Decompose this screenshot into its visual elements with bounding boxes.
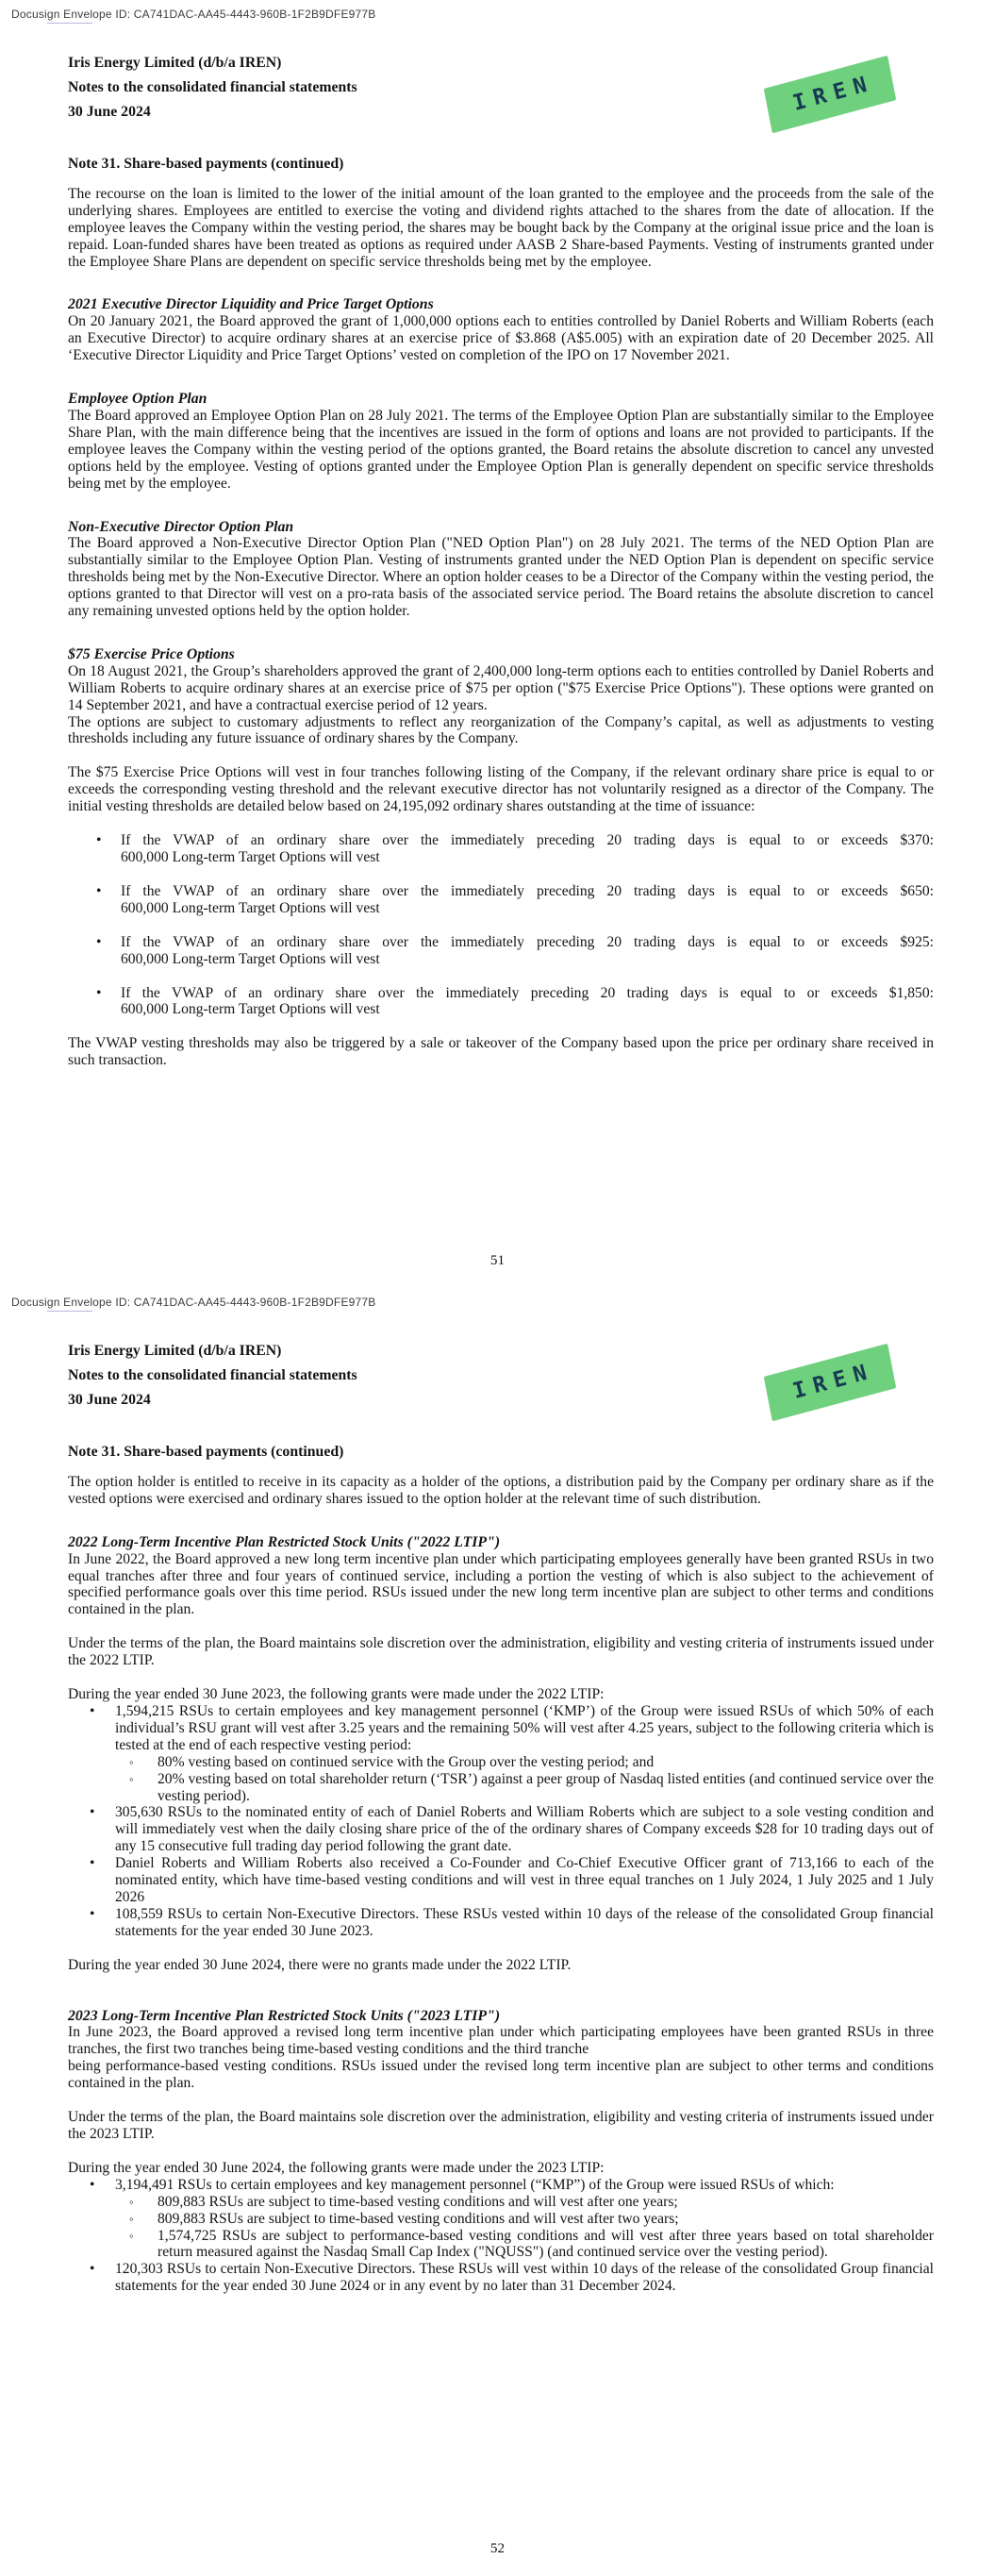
page-52: [0, 1288, 995, 2576]
logo-letter-n: N: [850, 1360, 870, 1388]
vwap-vest-line: 600,000 Long-term Target Options will vest: [121, 1001, 380, 1018]
logo-letter-e: E: [830, 1365, 850, 1394]
sub-bullet-text: 809,883 RSUs are subject to time-based vesting conditions and will vest after one years;: [158, 2193, 678, 2210]
grant-bullet-text: 3,194,491 RSUs to certain employees and key management personnel (“KMP”) of the Group were issued RSUs of which:: [115, 2176, 835, 2193]
bullet-icon: •: [96, 984, 102, 1001]
sub-bullet-two-year-vest: [68, 2211, 934, 2228]
vwap-bullet-370: [68, 832, 934, 866]
paragraph-2022-ltip-body: In June 2022, the Board approved a new long term incentive plan under which participating employees generally have been granted RSUs in two equal tranches after three and four years of continued service, including a portion the vesting of which is also subject to the achievement of specified performance goals over this time period. RSUs issued under the new long term incentive plan are subject to other terms and conditions contained in the plan.: [68, 1550, 934, 1618]
sub-bullet-text: 80% vesting based on continued service with the Group over the vesting period; and: [158, 1753, 655, 1770]
grant-bullet-text: 1,594,215 RSUs to certain employees and key management personnel (‘KMP’) of the Group were issued RSUs of which 50% of each individual’s RSU grant will vest after 3.25 years and the remaining 50% will vest after 4.25 years, subject to the following criteria which is tested at the end of each respective vesting period:: [115, 1702, 934, 1753]
sub-bullet-one-year-vest: [68, 2194, 934, 2211]
logo-letter-i: I: [790, 1376, 810, 1404]
vwap-bullet-1850: [68, 985, 934, 1019]
vwap-bullet-650: [68, 883, 934, 917]
company-name: Iris Energy Limited (d/b/a IREN): [68, 55, 282, 71]
paragraph-ned-option-plan: The Board approved a Non-Executive Director Option Plan ("NED Option Plan") on 28 July 2021. The terms of the NED Option Plan are substantially similar to the Employee Option Plan. Vesting of instruments granted under the NED Option Plan is dependent on specific service thresholds being met by the Non-Executive Director. Where an option holder ceases to be a Director of the Company within the vesting period, the options granted to that Director will vest on a pro-rata basis of the associated service period. The Board retains the absolute discretion to cancel any remaining unvested options held by the option holder.: [68, 535, 934, 620]
page-number: 52: [489, 2540, 506, 2556]
vwap-vest-line: 600,000 Long-term Target Options will vest: [121, 899, 380, 916]
paragraph-75-options-grant: On 18 August 2021, the Group’s shareholders approved the grant of 2,400,000 long-term options each to entities controlled by Daniel Roberts and William Roberts to acquire ordinary shares at an exercise price of $75 per option ("$75 Exercise Price Options"). These options were granted on 14 September 2021, and have a contractual exercise period of 12 years.: [68, 662, 934, 713]
grants-2022-list: [68, 1703, 934, 1940]
docusign-envelope-id: Docusign Envelope ID: CA741DAC-AA45-4443-960B-1F2B9DFE977B: [11, 1296, 376, 1309]
paragraph-vwap-closing: The VWAP vesting thresholds may also be triggered by a sale or takeover of the Company based upon the price per ordinary share received in such transaction.: [68, 1035, 934, 1069]
section-heading-employee-option-plan: Employee Option Plan: [68, 391, 207, 408]
grant-bullet-text: 108,559 RSUs to certain Non-Executive Directors. These RSUs vested within 10 days of the release of the consolidated Group financial statements for the year ended 30 June 2023.: [115, 1905, 934, 1939]
paragraph-2023-grants-intro: During the year ended 30 June 2024, the following grants were made under the 2023 LTIP:: [68, 2159, 605, 2176]
paragraph-2022-no-grants: During the year ended 30 June 2024, there were no grants made under the 2022 LTIP.: [68, 1956, 572, 1973]
bullet-icon: •: [96, 882, 102, 899]
vwap-vest-line: 600,000 Long-term Target Options will vest: [121, 950, 380, 967]
paragraph-employee-option-plan: The Board approved an Employee Option Plan on 28 July 2021. The terms of the Employee Option Plan are substantially similar to the Employee Share Plan, with the main difference being that the incentives are issued in the form of options and loans are not provided to participants. If the employee leaves the Company within the vesting period of the options granted, the Board retains the absolute discretion to cancel any unvested options held by the employee. Vesting of options granted under the Employee Option Plan is generally dependent on specific service thresholds being met by the employee.: [68, 407, 934, 492]
document-title: Notes to the consolidated financial statements: [68, 1367, 357, 1383]
paragraph-vesting-intro: The $75 Exercise Price Options will vest in four tranches following listing of the Company, if the relevant ordinary share price is equal to or exceeds the corresponding vesting threshold and the relevant executive director has not voluntarily resigned as a director of the Company. The initial vesting thresholds are detailed below based on 24,195,092 ordinary shares outstanding at the time of issuance:: [68, 764, 934, 815]
document-header: [68, 1339, 934, 1413]
paragraph-loan-recourse: The recourse on the loan is limited to the lower of the initial amount of the loan granted to the employee and the proceeds from the sale of the underlying shares. Employees are entitled to exercise the voting and dividend rights attached to the shares from the date of allocation. If the employee leaves the Company within the vesting period, the shares may be bought back by the Company at the original issue price and the loan is repaid. Loan-funded shares have been treated as options as required under AASB 2 Share-based Payments. Vesting of instruments granted under the Employee Share Plans are dependent on specific service thresholds being met by the employee.: [68, 185, 934, 270]
paragraph-2023-ltip-body-2: being performance-based vesting conditions. RSUs issued under the revised long term incentive plan are subject to other terms and conditions contained in the plan.: [68, 2058, 934, 2092]
paragraph-2022-ltip-discretion: Under the terms of the plan, the Board maintains sole discretion over the administration, eligibility and vesting criteria of instruments issued under the 2022 LTIP.: [68, 1635, 934, 1669]
grant-bullet-text: 305,630 RSUs to the nominated entity of each of Daniel Roberts and William Roberts which are subject to a sole vesting condition and will immediately vest when the daily closing share price of the of the ordinary shares of Company exceeds $28 for 10 trading days out of any 15 consecutive full trading day period following the grant date.: [115, 1804, 934, 1855]
sub-bullet-icon: ◦: [129, 2211, 134, 2226]
page-content: [68, 0, 934, 1069]
section-heading-2021-options: 2021 Executive Director Liquidity and Price Target Options: [68, 296, 434, 313]
bullet-icon: •: [90, 1855, 95, 1872]
document-header: [68, 51, 934, 125]
grant-bullet-cofounder-grant: [68, 1855, 934, 1906]
paragraph-2022-grants-intro: During the year ended 30 June 2023, the following grants were made under the 2022 LTIP:: [68, 1686, 605, 1703]
sub-bullet-tsr-vesting: [68, 1771, 934, 1805]
note-heading: Note 31. Share-based payments (continued): [68, 1444, 344, 1460]
paragraph-2021-options: On 20 January 2021, the Board approved the grant of 1,000,000 options each to entities controlled by Daniel Roberts and William Roberts (each an Executive Director) to acquire ordinary shares at an exercise price of $3.868 (A$5.005) with an expiration date of 20 December 2025. All ‘Executive Director Liquidity and Price Target Options’ vested on completion of the IPO on 17 November 2021.: [68, 313, 934, 364]
grants-2023-list: [68, 2177, 934, 2295]
section-heading-2022-ltip: 2022 Long-Term Incentive Plan Restricted Stock Units ("2022 LTIP"): [68, 1533, 501, 1550]
logo-letter-r: R: [810, 1370, 830, 1398]
sub-bullet-icon: ◦: [129, 1771, 134, 1786]
bullet-icon: •: [96, 933, 102, 950]
sub-bullet-text: 809,883 RSUs are subject to time-based vesting conditions and will vest after two years;: [158, 2210, 679, 2227]
vwap-threshold-line: If the VWAP of an ordinary share over the immediately preceding 20 trading days is equal to or exceeds $650:: [121, 882, 934, 899]
grant-bullet-kmp-2022: [68, 1703, 934, 1754]
sub-bullet-text: 20% vesting based on total shareholder return (‘TSR’) against a peer group of Nasdaq listed entities (and continued service over the vesting period).: [158, 1770, 934, 1804]
logo-letter-r: R: [810, 82, 830, 110]
grant-bullet-text: 120,303 RSUs to certain Non-Executive Directors. These RSUs will vest within 10 days of the release of the consolidated Group financial statements for the year ended 30 June 2024 or in any event by no later than 31 December 2024.: [115, 2261, 934, 2295]
sub-bullet-performance-vest: [68, 2228, 934, 2262]
vwap-bullet-925: [68, 934, 934, 968]
grant-bullet-ned-rsu-2023: [68, 2261, 934, 2295]
bullet-icon: •: [90, 1905, 95, 1922]
grant-bullet-kmp-2023: [68, 2177, 934, 2194]
document-title: Notes to the consolidated financial statements: [68, 79, 357, 95]
section-heading-2023-ltip: 2023 Long-Term Incentive Plan Restricted Stock Units ("2023 LTIP"): [68, 2007, 501, 2024]
page-content: [68, 1288, 934, 2295]
sub-bullet-service-vesting: [68, 1754, 934, 1771]
note-heading: Note 31. Share-based payments (continued): [68, 156, 344, 172]
section-heading-ned-option-plan: Non-Executive Director Option Plan: [68, 518, 294, 535]
report-date: 30 June 2024: [68, 104, 151, 120]
vwap-threshold-line: If the VWAP of an ordinary share over the immediately preceding 20 trading days is equal to or exceeds $370:: [121, 832, 934, 849]
grant-bullet-text: Daniel Roberts and William Roberts also received a Co-Founder and Co-Chief Executive Officer grant of 713,166 to each of the nominated entity, which have time-based vesting conditions and will vest in three equal tranches on 1 July 2024, 1 July 2025 and 1 July 2026: [115, 1855, 934, 1905]
bullet-icon: •: [90, 1702, 95, 1719]
section-heading-75-options: $75 Exercise Price Options: [68, 645, 235, 662]
report-date: 30 June 2024: [68, 1392, 151, 1408]
sub-bullet-icon: ◦: [129, 1754, 134, 1769]
bullet-icon: •: [96, 832, 102, 849]
bullet-icon: •: [90, 1804, 95, 1821]
paragraph-2023-ltip-body-1: In June 2023, the Board approved a revised long term incentive plan under which participating employees have been granted RSUs in three tranches, the first two tranches being time-based vesting conditions and the third tranche: [68, 2024, 934, 2058]
logo-letter-e: E: [830, 77, 850, 106]
bullet-icon: •: [90, 2176, 95, 2193]
docusign-envelope-id: Docusign Envelope ID: CA741DAC-AA45-4443-960B-1F2B9DFE977B: [11, 8, 376, 21]
vwap-threshold-line: If the VWAP of an ordinary share over the immediately preceding 20 trading days is equal to or exceeds $1,850:: [121, 984, 934, 1001]
grant-bullet-ned-rsu-2022: [68, 1906, 934, 1940]
logo-letter-i: I: [790, 88, 810, 116]
paragraph-option-holder: The option holder is entitled to receive in its capacity as a holder of the options, a distribution paid by the Company per ordinary share as if the vested options were exercised and ordinary shares issued to the option holder at the relevant time of such distribution.: [68, 1473, 934, 1507]
sub-bullet-text: 1,574,725 RSUs are subject to performance-based vesting conditions and will vest after three years based on total shareholder return measured against the Nasdaq Small Cap Index ("NQUSS") (and continued service over the vesting period).: [158, 2227, 934, 2261]
vwap-bullet-text: [121, 883, 934, 917]
logo-letter-n: N: [850, 72, 870, 100]
company-name: Iris Energy Limited (d/b/a IREN): [68, 1343, 282, 1359]
paragraph-2023-ltip-discretion: Under the terms of the plan, the Board maintains sole discretion over the administration, eligibility and vesting criteria of instruments issued under the 2023 LTIP.: [68, 2109, 934, 2142]
vwap-bullet-text: [121, 934, 934, 968]
vwap-bullet-text: [121, 832, 934, 866]
vwap-bullet-text: [121, 985, 934, 1019]
vwap-threshold-line: If the VWAP of an ordinary share over the immediately preceding 20 trading days is equal to or exceeds $925:: [121, 933, 934, 950]
sub-bullet-icon: ◦: [129, 2194, 134, 2209]
sub-bullet-icon: ◦: [129, 2228, 134, 2243]
paragraph-75-options-adjustments: The options are subject to customary adjustments to reflect any reorganization of the Company’s capital, as well as adjustments to vesting thresholds including any future issuance of ordinary shares by the Company.: [68, 713, 934, 747]
page-number: 51: [489, 1252, 506, 1268]
grant-bullet-founders-rsu: [68, 1804, 934, 1855]
bullet-icon: •: [90, 2261, 95, 2278]
vwap-vest-line: 600,000 Long-term Target Options will vest: [121, 849, 380, 865]
